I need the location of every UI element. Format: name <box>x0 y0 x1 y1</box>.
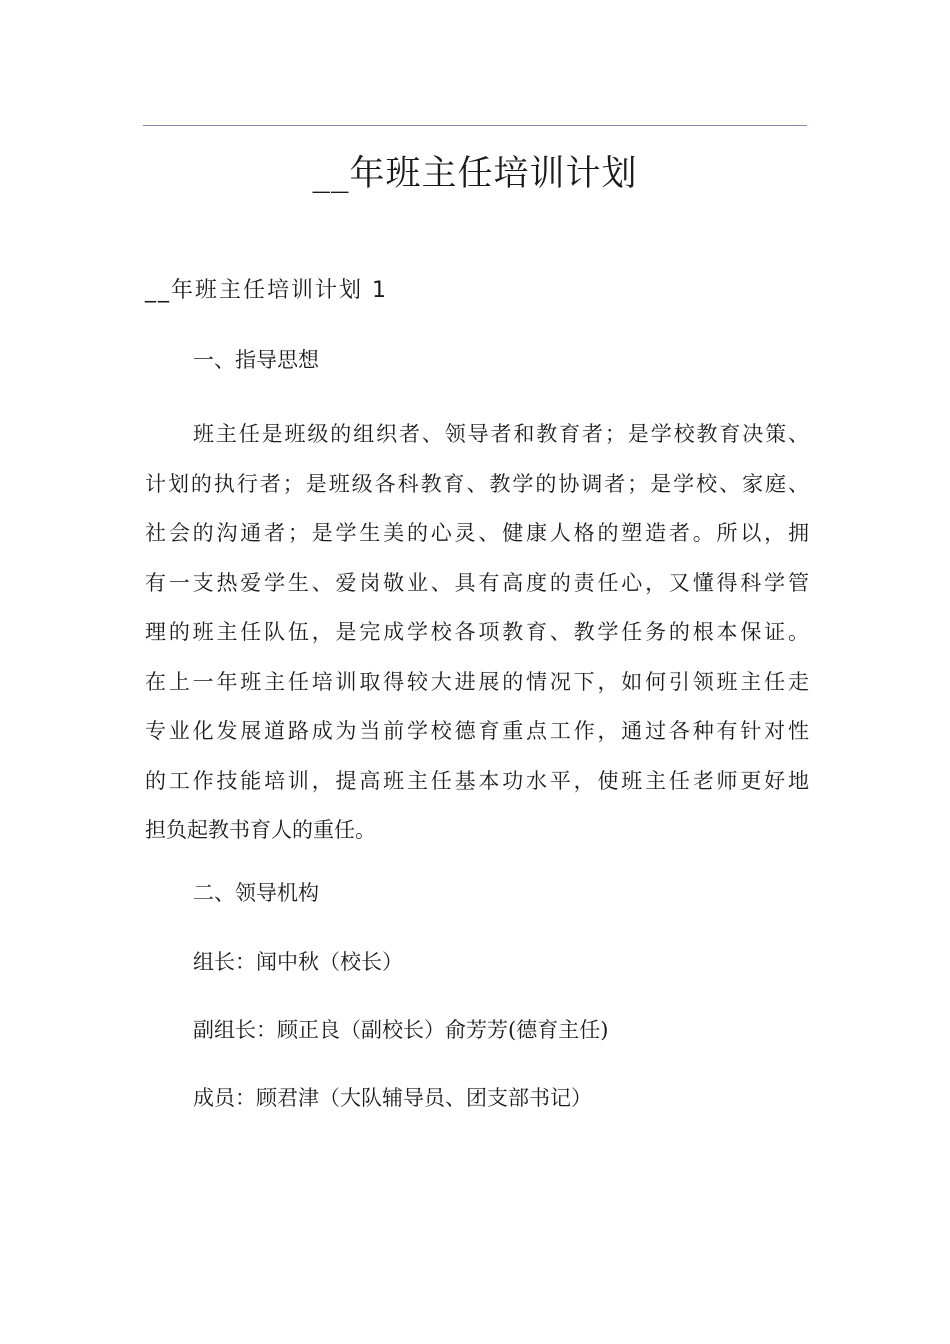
paragraph-line: 专业化发展道路成为当前学校德育重点工作，通过各种有针对性 <box>145 719 809 743</box>
paragraph-line: 担负起教书育人的重任。 <box>145 818 376 842</box>
section-heading-leadership: 二、领导机构 <box>193 881 319 905</box>
leader-line: 组长：闻中秋（校长） <box>193 950 403 974</box>
paragraph-line: 有一支热爱学生、爱岗敬业、具有高度的责任心，又懂得科学管 <box>145 570 809 595</box>
paragraph-line: 计划的执行者；是班级各科教育、教学的协调者；是学校、家庭、 <box>145 471 809 496</box>
guiding-ideology-paragraph <box>145 410 809 856</box>
paragraph-line: 的工作技能培训，提高班主任基本功水平，使班主任老师更好地 <box>145 768 809 793</box>
paragraph-line: 班主任是班级的组织者、领导者和教育者；是学校教育决策、 <box>193 422 809 446</box>
document-title: __年班主任培训计划 <box>312 154 638 194</box>
paragraph-line: 社会的沟通者；是学生美的心灵、健康人格的塑造者。所以，拥 <box>145 521 809 545</box>
deputy-leader-line: 副组长：顾正良（副校长）俞芳芳(德育主任) <box>193 1018 609 1042</box>
paragraph-line: 在上一年班主任培训取得较大进展的情况下，如何引领班主任走 <box>145 669 809 694</box>
members-line: 成员：顾君津（大队辅导员、团支部书记） <box>193 1086 592 1110</box>
section-heading-guiding-ideology: 一、指导思想 <box>193 348 319 372</box>
section-subtitle: __年班主任培训计划 1 <box>145 278 388 303</box>
paragraph-line: 理的班主任队伍，是完成学校各项教育、教学任务的根本保证。 <box>145 620 809 644</box>
header-rule <box>143 125 807 126</box>
